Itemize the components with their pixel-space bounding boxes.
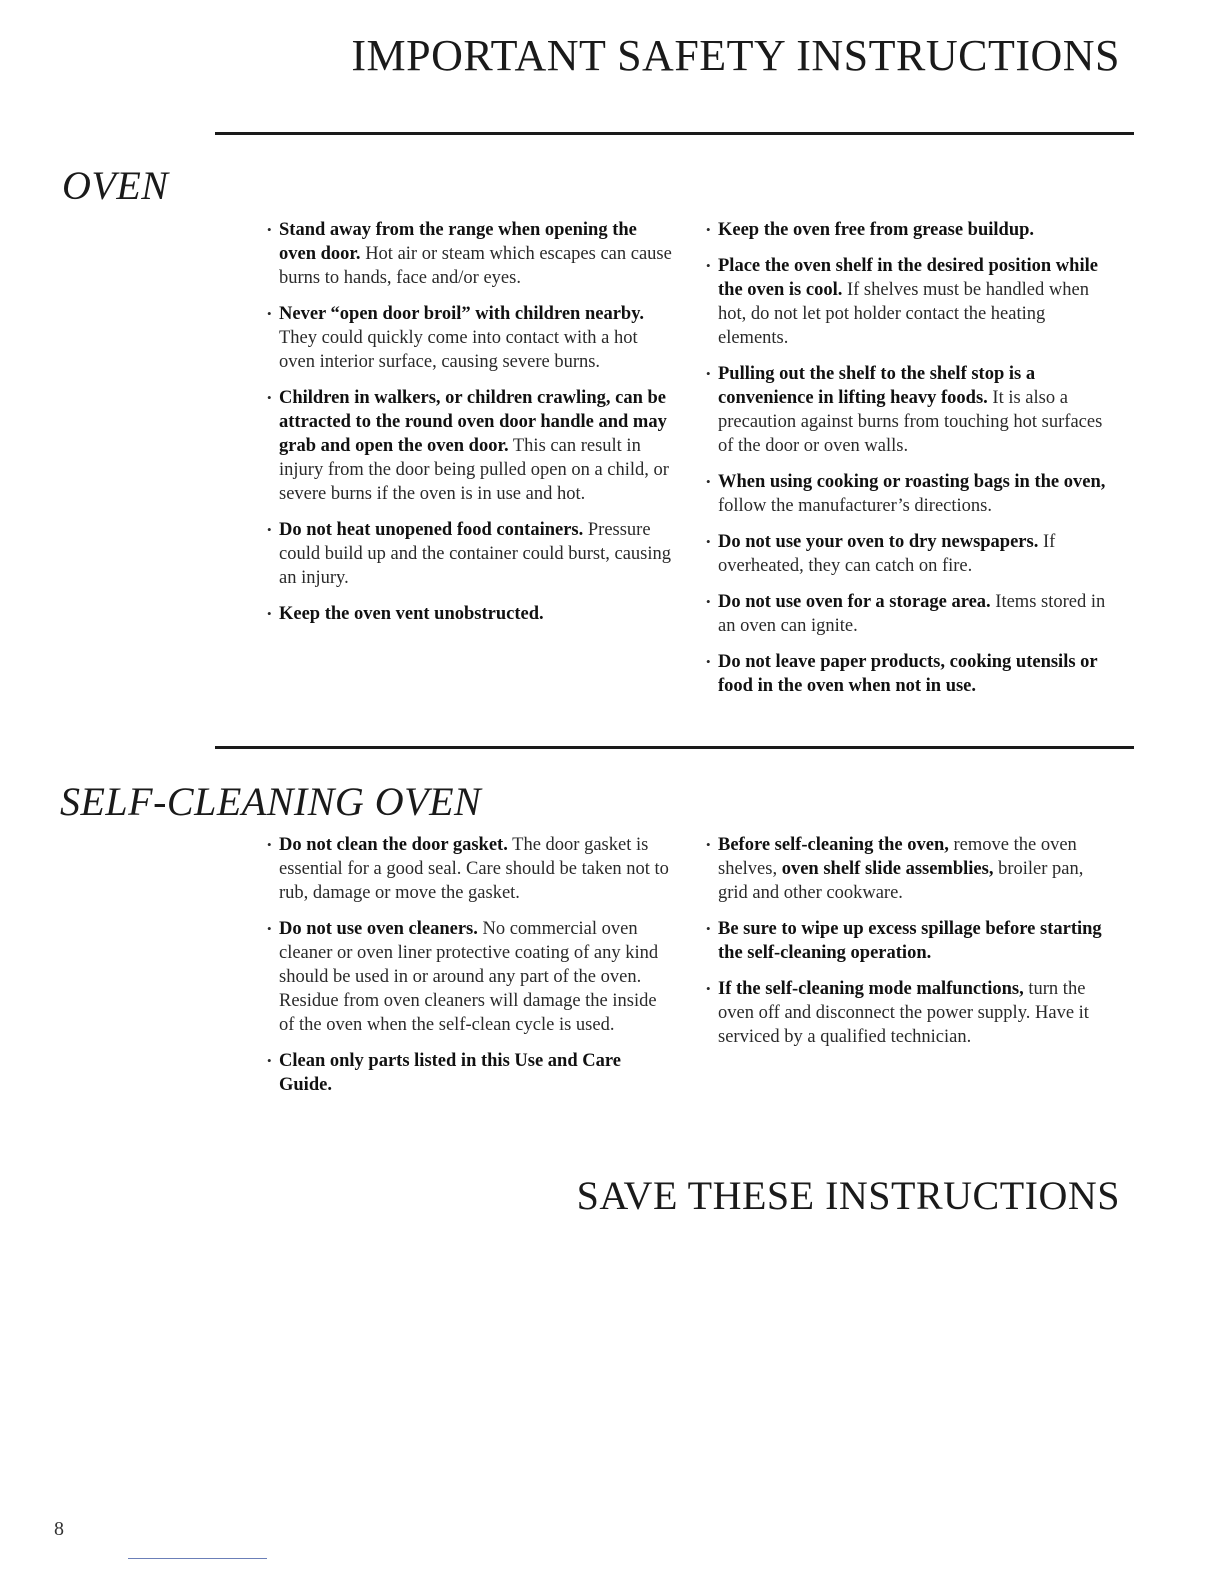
list-item: • Stand away from the range when opening the oven door. Hot air or steam which escapes can cause burns to hands, face and/or eyes. xyxy=(267,218,672,290)
self-cleaning-right-column xyxy=(706,833,1111,1061)
list-item: • Place the oven shelf in the desired position while the oven is cool. If shelves must be handled when hot, do not let pot holder contact the heating elements. xyxy=(706,254,1111,350)
list-item: • Do not use your oven to dry newspapers. If overheated, they can catch on fire. xyxy=(706,530,1111,578)
page-number: 8 xyxy=(54,1518,64,1540)
list-item: • When using cooking or roasting bags in the oven, follow the manufacturer’s directions. xyxy=(706,470,1111,518)
footer-line xyxy=(128,1558,267,1559)
section-divider xyxy=(215,132,1134,135)
list-item: • Never “open door broil” with children nearby. They could quickly come into contact with a hot oven interior surface, causing severe burns. xyxy=(267,302,672,374)
save-instructions-title: SAVE THESE INSTRUCTIONS xyxy=(576,1173,1120,1218)
section-title-oven: OVEN xyxy=(62,163,169,208)
list-item: • Do not heat unopened food containers. Pressure could build up and the container could burst, causing an injury. xyxy=(267,518,672,590)
list-item: • If the self-cleaning mode malfunctions, turn the oven off and disconnect the power supply. Have it serviced by a qualified technician. xyxy=(706,977,1111,1049)
list-item: • Children in walkers, or children crawling, can be attracted to the round oven door handle and may grab and open the oven door. This can result in injury from the door being pulled open on a child, or severe burns if the oven is in use and hot. xyxy=(267,386,672,506)
list-item: • Do not use oven cleaners. No commercial oven cleaner or oven liner protective coating of any kind should be used in or around any part of the oven. Residue from oven cleaners will damage the inside of the oven when the self-clean cycle is used. xyxy=(267,917,672,1037)
section-title-self-cleaning: SELF-CLEANING OVEN xyxy=(60,779,482,824)
list-item: • Be sure to wipe up excess spillage before starting the self-cleaning operation. xyxy=(706,917,1111,965)
self-cleaning-left-column xyxy=(267,833,672,1109)
list-item: • Do not leave paper products, cooking utensils or food in the oven when not in use. xyxy=(706,650,1111,698)
list-item: • Before self-cleaning the oven, remove the oven shelves, oven shelf slide assemblies, broiler pan, grid and other cookware. xyxy=(706,833,1111,905)
section-divider xyxy=(215,746,1134,749)
list-item: • Clean only parts listed in this Use and Care Guide. xyxy=(267,1049,672,1097)
list-item: • Do not use oven for a storage area. Items stored in an oven can ignite. xyxy=(706,590,1111,638)
list-item: • Keep the oven vent unobstructed. xyxy=(267,602,672,626)
list-item: • Pulling out the shelf to the shelf stop is a convenience in lifting heavy foods. It is also a precaution against burns from touching hot surfaces of the door or oven walls. xyxy=(706,362,1111,458)
oven-right-column xyxy=(706,218,1111,710)
list-item: • Keep the oven free from grease buildup. xyxy=(706,218,1111,242)
oven-left-column xyxy=(267,218,672,638)
page-title: IMPORTANT SAFETY INSTRUCTIONS xyxy=(351,31,1120,80)
list-item: • Do not clean the door gasket. The door gasket is essential for a good seal. Care should be taken not to rub, damage or move the gasket. xyxy=(267,833,672,905)
